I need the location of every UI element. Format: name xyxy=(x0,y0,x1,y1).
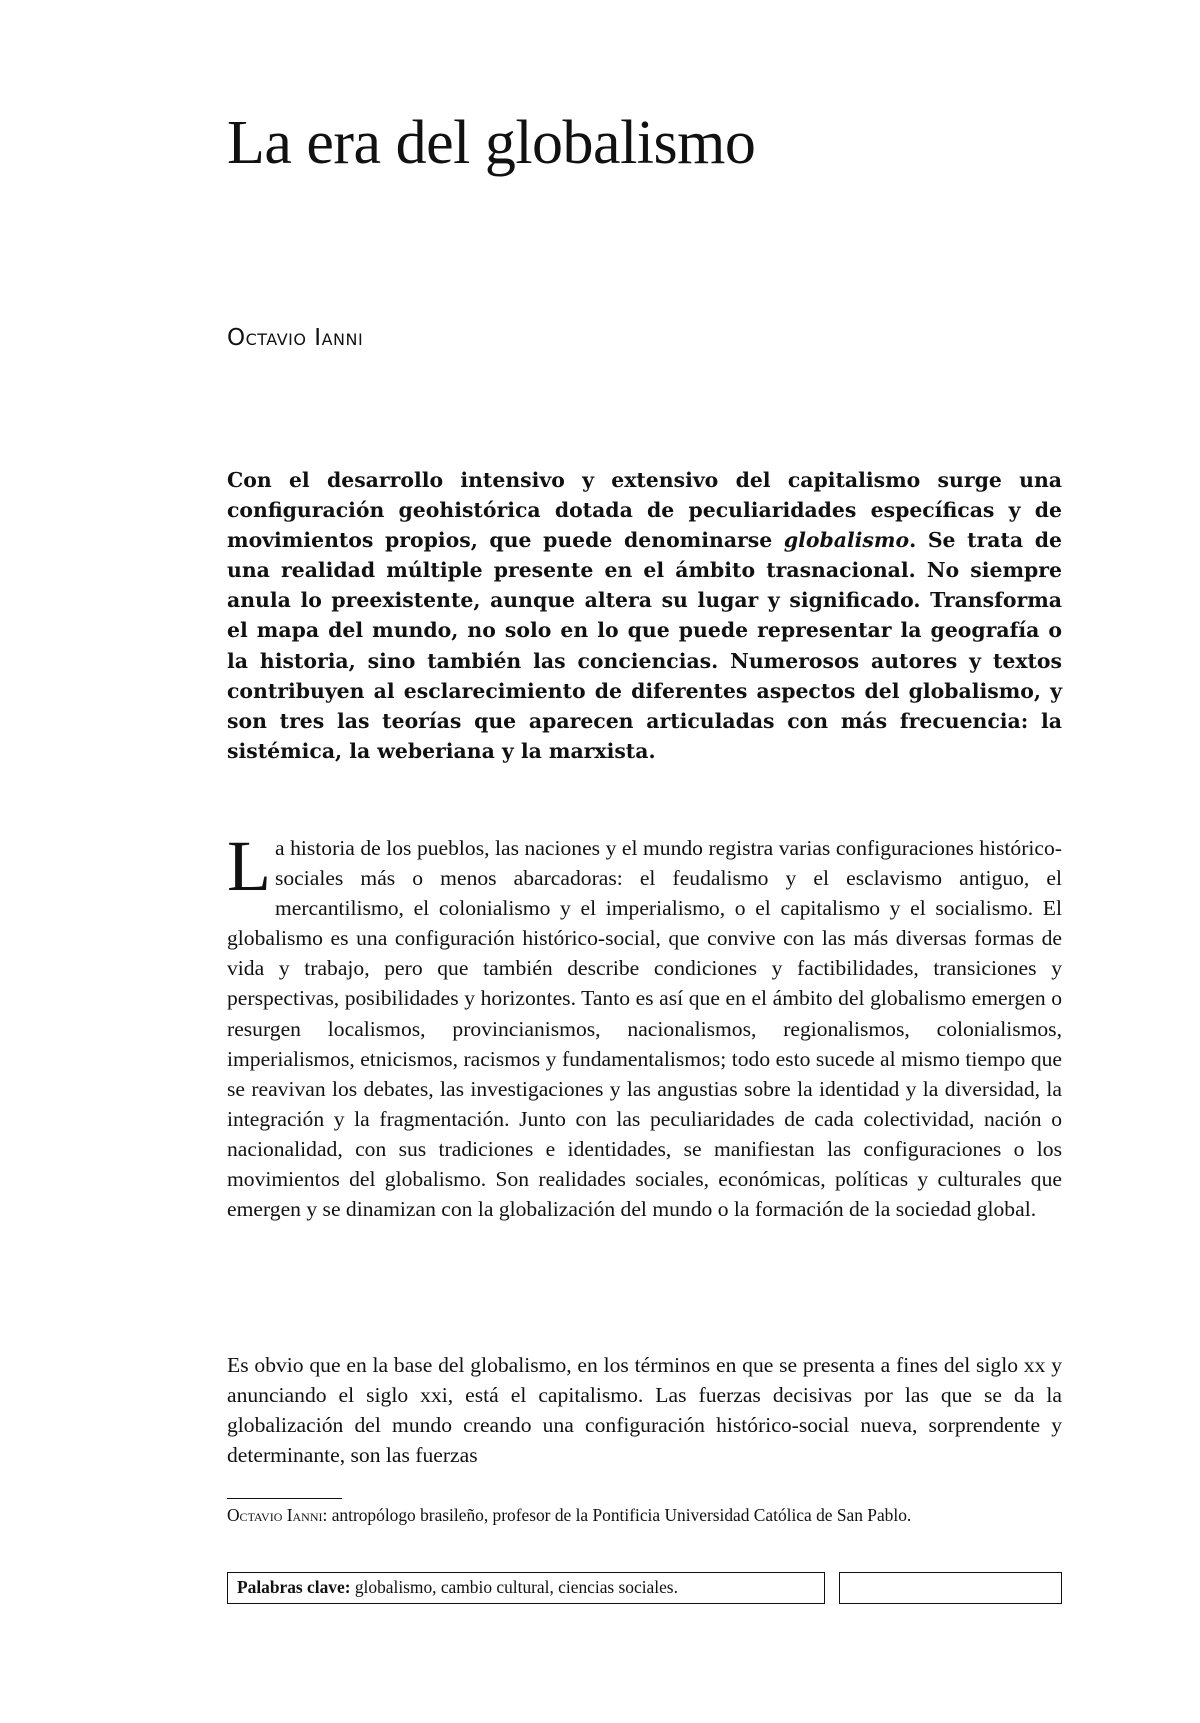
author-footnote xyxy=(227,1504,1062,1527)
drop-cap: L xyxy=(227,826,271,906)
abstract-emphasis: globalismo xyxy=(783,528,910,553)
body-paragraph-2: Es obvio que en la base del globalismo, en los términos en que se presenta a fines del siglo xx y anunciando el siglo xxi, está el capitalismo. Las fuerzas decisivas por las que se da la globalización del mundo creando una configuración histórico-social nueva, sorprendente y determinante, son las fuerzas xyxy=(227,1353,1062,1468)
article-page xyxy=(227,0,1062,1723)
keywords-box xyxy=(227,1572,825,1604)
footnote-text: : antropólogo brasileño, profesor de la Pontificia Universidad Católica de San Pablo. xyxy=(322,1505,912,1525)
body-paragraph-1-text: a historia de los pueblos, las naciones y el mundo registra varias configuraciones histórico-sociales más o menos abarcadoras: el feudalismo y el esclavismo antiguo, el mercantilismo, el colonialismo y el imperialismo, o el capitalismo y el socialismo. El globalismo es una configuración histórico-social, que convive con las más diversas formas de vida y trabajo, pero que también describe condiciones y factibilidades, transiciones y perspectivas, posibilidades y horizontes. Tanto es así que en el ámbito del globalismo emergen o resurgen localismos, provincianismos, nacionalismos, regionalismos, colonialismos, imperialismos, etnicismos, racismos y fundamentalismos; todo esto sucede al mismo tiempo que se reavivan los debates, las investigaciones y las angustias sobre la identidad y la diversidad, la integración y la fragmentación. Junto con las peculiaridades de cada colectividad, nación o nacionalidad, con sus tradiciones e identidades, se manifiestan las configuraciones o los movimientos del globalismo. Son realidades sociales, económicas, políticas y culturales que emergen y se dinamizan con la globalización del mundo o la formación de la sociedad global. xyxy=(227,836,1062,1222)
empty-box xyxy=(839,1572,1062,1604)
footnote-author-name: Octavio Ianni xyxy=(227,1505,323,1525)
body-paragraph-1 xyxy=(227,826,1062,1224)
keywords-value: globalismo, cambio cultural, ciencias sociales. xyxy=(350,1577,678,1597)
article-title: La era del globalismo xyxy=(227,109,756,177)
author-name: Octavio Ianni xyxy=(227,325,364,351)
abstract-text-after: . Se trata de una realidad múltiple presente en el ámbito trasnacional. No siempre anula lo preexistente, aunque altera su lugar y significado. Transforma el mapa del mundo, no solo en lo que puede representar la geografía o la historia, sino también las conciencias. Numerosos autores y textos contribuyen al esclarecimiento de diferentes aspectos del globalismo, y son tres las teorías que aparecen articuladas con más frecuencia: la sistémica, la weberiana y la marxista. xyxy=(227,528,1062,763)
footnote-rule xyxy=(227,1498,342,1499)
abstract xyxy=(227,465,1062,766)
keywords-label: Palabras clave: xyxy=(237,1577,351,1597)
abstract-text-before: Con el desarrollo intensivo y extensivo del capitalismo surge una configuración geohistórica dotada de peculiaridades específicas y de movimientos propios, que puede denominarse xyxy=(227,468,1062,553)
